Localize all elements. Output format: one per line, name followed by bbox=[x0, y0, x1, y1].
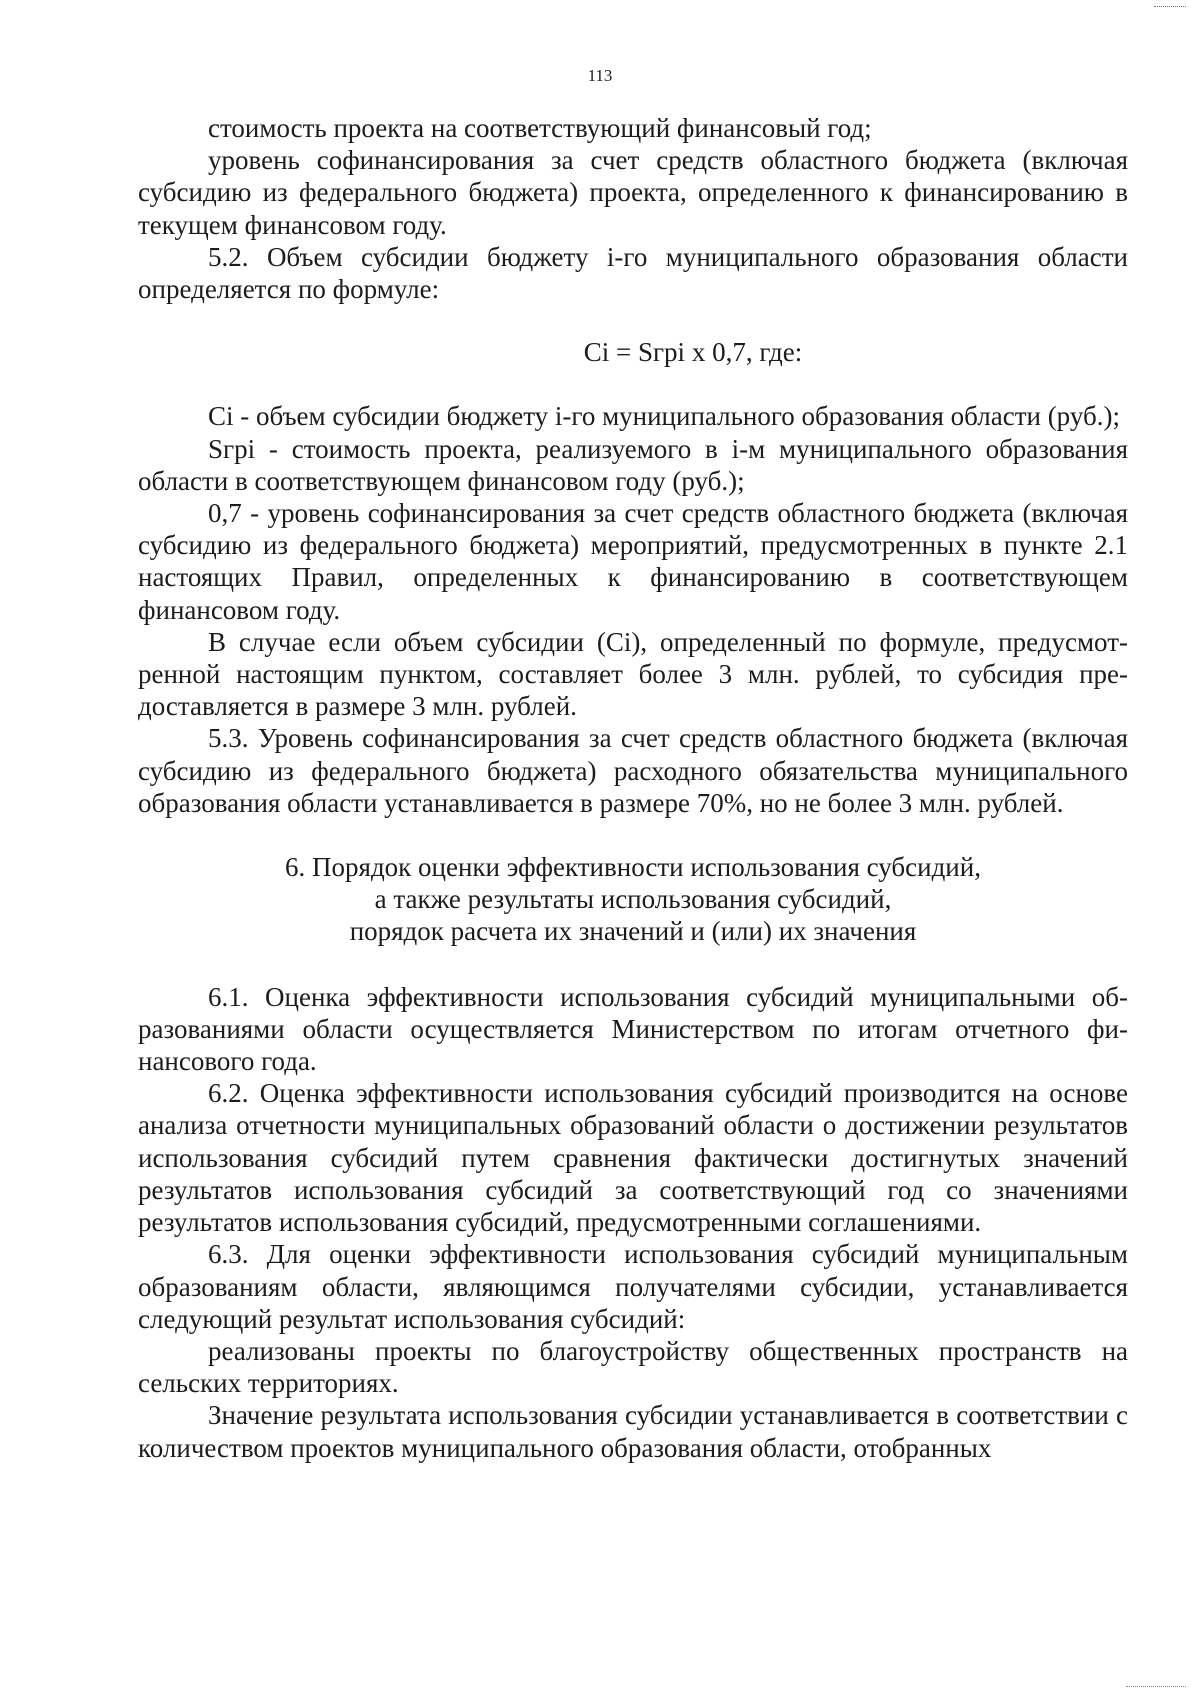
section-heading bbox=[138, 851, 1128, 948]
section-heading-line: 6. Порядок оценки эффективности использования субсидий, bbox=[285, 852, 981, 883]
paragraph: В случае если объем субсидии (Ci), определенный по формуле, предусмотренной настоящим пунктом, составляет более 3 млн. рублей, то субсидия предоставляется в размере 3 млн. рублей. bbox=[138, 626, 1128, 722]
scan-edge-mark bbox=[1126, 1686, 1186, 1691]
paragraph-6-1: 6.1. Оценка эффективности использования субсидий муниципальными образованиями области осуществляется Министерством по итогам отчетного финансового года. bbox=[138, 981, 1128, 1077]
paragraph-sgpi-definition: Sгpi - стоимость проекта, реализуемого в i-м муниципального образования области в соответствующем финансовом году (руб.); bbox=[138, 433, 1128, 496]
paragraph: стоимость проекта на соответствующий финансовый год; bbox=[208, 113, 872, 143]
paragraph: Значение результата использования субсидии устанавливается в соответствии с количеством проектов муниципального образования области, отобранных bbox=[138, 1400, 1128, 1463]
section-heading-line: порядок расчета их значений и (или) их значения bbox=[349, 916, 917, 947]
section-heading-line: а также результаты использования субсидий, bbox=[374, 884, 892, 915]
paragraph-rate-definition: 0,7 - уровень софинансирования за счет средств областного бюджета (включая субсидию из федерального бюджета) мероприятий, предусмотренных в пункте 2.1 настоящих Правил, определенных к финансированию в соответствующем финансовом году. bbox=[138, 498, 1128, 625]
paragraph-6-2: 6.2. Оценка эффективности использования субсидий производится на основе анализа отчетности муниципальных образований области о достижении результатов использования субсидий путем сравнения фактически достигнутых значений результатов использования субсидий за соответствующий год со значениями результатов использования субсидий, предусмотренными соглашениями. bbox=[138, 1078, 1128, 1238]
paragraph: реализованы проекты по благоустройству общественных пространств на сельских территориях. bbox=[138, 1335, 1128, 1399]
page-number: 113 bbox=[587, 66, 613, 85]
paragraph-5-3: 5.3. Уровень софинансирования за счет средств областного бюджета (включая субсидию из федерального бюджета) расходного обязательства муниципального образования области устанавливается в размере 70%, но не более 3 млн. рублей. bbox=[138, 723, 1128, 818]
formula: Ci = Sгpi x 0,7, где: bbox=[583, 337, 803, 368]
paragraph-ci-definition: Ci - объем субсидии бюджету i-го муниципального образования области (руб.); bbox=[208, 401, 1120, 432]
paragraph-6-3: 6.3. Для оценки эффективности использования субсидий муниципальным образованиям области, являющимся получателями субсидии, устанавливается следующий результат использования субсидий: bbox=[138, 1239, 1128, 1334]
document-body bbox=[138, 112, 1128, 1464]
paragraph-5-2: 5.2. Объем субсидии бюджету i-го муниципального образования области определяется по формуле: bbox=[138, 241, 1128, 305]
paragraph: уровень софинансирования за счет средств областного бюджета (включая субсидию из федерального бюджета) проекта, определенного к финансированию в текущем финансовом году. bbox=[138, 145, 1128, 240]
scan-edge-mark bbox=[1154, 0, 1186, 7]
